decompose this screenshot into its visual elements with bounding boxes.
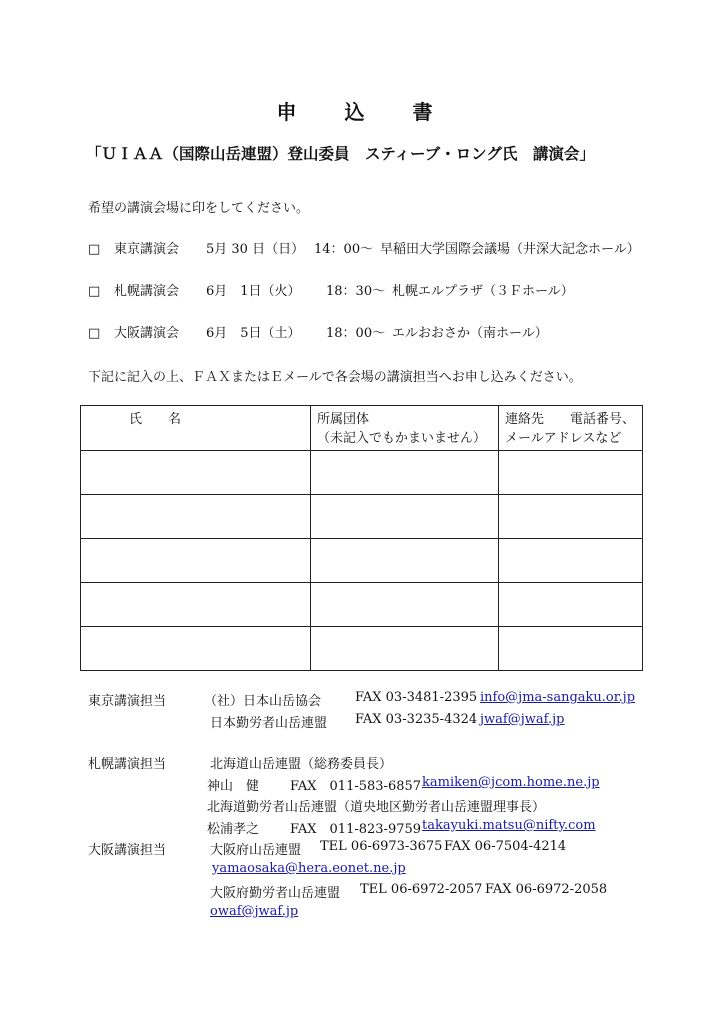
contact-cell[interactable]	[499, 539, 643, 583]
fax: FAX 03-3481-2395	[355, 690, 478, 705]
org: （社）日本山岳協会	[204, 694, 322, 709]
venue-sapporo	[88, 280, 574, 299]
venue-osaka	[88, 322, 548, 341]
email-link[interactable]: yamaosaka@hera.eonet.ne.jp	[212, 861, 406, 876]
header-name: 氏 名	[81, 406, 311, 451]
email-link[interactable]: kamiken@jcom.home.ne.jp	[422, 775, 600, 790]
fax: FAX 011-823-9759	[290, 822, 422, 837]
venue-tokyo	[88, 238, 640, 257]
table-row	[81, 539, 643, 583]
org: 日本勤労者山岳連盟	[210, 716, 328, 731]
venue-name: 札幌講演会	[114, 284, 180, 299]
table-row	[81, 451, 643, 495]
name-cell[interactable]	[81, 451, 311, 495]
email-link[interactable]: owaf@jwaf.jp	[210, 904, 299, 919]
contact-cell[interactable]	[499, 451, 643, 495]
name-cell[interactable]	[81, 539, 311, 583]
table-row	[81, 495, 643, 539]
venue-time: 18：30～	[326, 284, 386, 299]
venue-time: 14：00～	[314, 242, 374, 257]
venue-place: 早稲田大学国際会議場（井深大記念ホール）	[380, 242, 640, 257]
header-organization: 所属団体 （未記入でもかまいません）	[311, 406, 499, 451]
email-link[interactable]: info@jma-sangaku.or.jp	[480, 690, 636, 705]
fax-instruction: 下記に記入の上、ＦＡＸまたはＥメールで各会場の講演担当へお申し込みください。	[88, 370, 582, 385]
org: 北海道勤労者山岳連盟（道央地区勤労者山岳連盟理事長）	[207, 800, 546, 815]
organization-cell[interactable]	[311, 539, 499, 583]
org: 大阪府山岳連盟	[210, 843, 302, 858]
checkbox[interactable]: □	[88, 326, 101, 341]
person: 松浦孝之	[207, 822, 260, 837]
table-row	[81, 627, 643, 671]
fax: FAX 011-583-6857	[290, 779, 422, 794]
venue-date: 6月 5日（土）	[206, 326, 301, 341]
checkbox[interactable]: □	[88, 242, 101, 257]
email-link[interactable]: takayuki.matsu@nifty.com	[422, 818, 596, 833]
contact-cell[interactable]	[499, 495, 643, 539]
checkbox[interactable]: □	[88, 284, 101, 299]
contact-cell[interactable]	[499, 627, 643, 671]
application-table	[80, 405, 643, 671]
org: 北海道山岳連盟（総務委員長）	[210, 757, 393, 772]
organization-cell[interactable]	[311, 451, 499, 495]
organization-cell[interactable]	[311, 495, 499, 539]
name-cell[interactable]	[81, 495, 311, 539]
contact-cell[interactable]	[499, 583, 643, 627]
tokyo-label: 東京講演担当	[88, 694, 167, 709]
page-title: 申 込 書	[276, 100, 447, 124]
venue-date: 5月 30 日（日）	[206, 242, 305, 257]
venue-name: 東京講演会	[114, 242, 180, 257]
tel: TEL 06-6972-2057	[360, 882, 483, 897]
fax: FAX 06-7504-4214	[444, 839, 567, 854]
instruction-text: 希望の講演会場に印をしてください。	[88, 201, 310, 216]
name-cell[interactable]	[81, 627, 311, 671]
fax: FAX 03-3235-4324	[355, 712, 478, 727]
tel: TEL 06-6973-3675	[320, 839, 443, 854]
venue-time: 18：00～	[326, 326, 386, 341]
person: 神山 健	[207, 779, 260, 794]
table-row	[81, 583, 643, 627]
name-cell[interactable]	[81, 583, 311, 627]
event-title: 「ＵＩＡＡ（国際山岳連盟）登山委員 スティーブ・ロング氏 講演会」	[86, 145, 595, 163]
fax: FAX 06-6972-2058	[485, 882, 608, 897]
venue-place: 札幌エルプラザ（３Ｆホール）	[392, 284, 574, 299]
email-link[interactable]: jwaf@jwaf.jp	[480, 712, 565, 727]
venue-place: エルおおさか（南ホール）	[392, 326, 548, 341]
osaka-label: 大阪講演担当	[88, 843, 167, 858]
venue-date: 6月 1日（火）	[206, 284, 301, 299]
venue-name: 大阪講演会	[114, 326, 180, 341]
org: 大阪府勤労者山岳連盟	[210, 886, 341, 901]
organization-cell[interactable]	[311, 627, 499, 671]
sapporo-label: 札幌講演担当	[88, 757, 167, 772]
organization-cell[interactable]	[311, 583, 499, 627]
header-contact: 連絡先 電話番号、メールアドレスなど	[499, 406, 643, 451]
